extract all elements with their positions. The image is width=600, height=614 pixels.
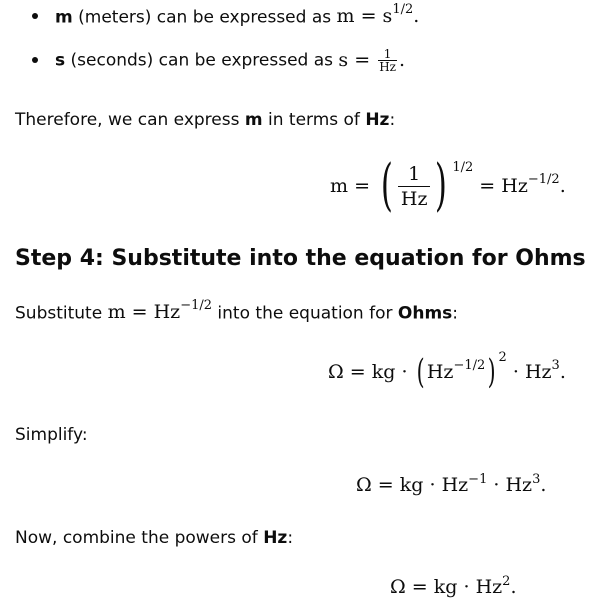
math-end: . <box>413 5 420 28</box>
equation-ohm-substituted <box>328 350 566 392</box>
math-exp: 2 <box>498 350 507 365</box>
substitute-paragraph <box>15 300 458 323</box>
math-eq: = <box>348 48 377 71</box>
step-heading <box>15 246 586 271</box>
term-hz: Hz <box>365 110 390 130</box>
math-exp: 1/2 <box>392 2 414 17</box>
math-exp: −1/2 <box>453 358 486 373</box>
math-var: m <box>336 5 355 28</box>
math-base: Hz <box>524 361 552 383</box>
math-eq: = <box>354 5 383 28</box>
equation-ohm-simplified <box>356 474 546 496</box>
left-paren: ( <box>416 352 425 392</box>
math-dot: · <box>395 361 414 383</box>
math-exp: 1/2 <box>452 160 474 175</box>
math-var: Ω <box>328 361 344 383</box>
math-base: Hz <box>426 361 454 383</box>
math-base: Hz <box>501 175 528 197</box>
math-var: Ω <box>356 474 372 496</box>
text: into the equation for <box>212 303 398 324</box>
math-inline <box>338 47 406 74</box>
math-end: . <box>559 175 566 197</box>
bullet-desc: (meters) can be expressed as <box>72 7 337 28</box>
math-unit-kg: kg <box>433 576 458 598</box>
text: in terms of <box>262 110 366 130</box>
math-base: Hz <box>153 301 181 324</box>
math-base: Hz <box>441 474 469 496</box>
math-eq: = <box>125 301 154 324</box>
math-exp: 3 <box>551 358 560 373</box>
term-s: s <box>55 50 66 71</box>
fraction-denominator: Hz <box>379 60 396 74</box>
term-hz: Hz <box>263 528 288 548</box>
math-var: m <box>330 175 349 197</box>
equation-ohm-final <box>390 576 517 598</box>
right-paren: ) <box>487 352 496 392</box>
heading-bold: Ohms <box>515 246 586 271</box>
right-paren: ) <box>435 153 448 218</box>
term-m: m <box>55 7 73 28</box>
math-base: s <box>382 5 393 28</box>
math-inline <box>336 2 420 28</box>
math-end: . <box>510 576 517 598</box>
heading-text: Step 4: Substitute into the equation for <box>15 246 516 271</box>
left-paren: ( <box>380 153 393 218</box>
math-exp: −1/2 <box>180 298 213 313</box>
text: : <box>452 303 459 324</box>
equation-m-hz <box>330 153 566 218</box>
math-var: Ω <box>390 576 406 598</box>
math-base: Hz <box>475 576 503 598</box>
bullet-text <box>55 48 405 73</box>
math-eq: = <box>405 576 434 598</box>
math-inline <box>107 298 213 324</box>
text: Therefore, we can express <box>15 110 245 130</box>
math-end: . <box>540 474 547 496</box>
bullet-dot <box>32 57 38 63</box>
math-eq: = <box>343 361 372 383</box>
math-base: Hz <box>505 474 533 496</box>
math-dot: · <box>506 361 525 383</box>
term-m: m <box>244 110 263 130</box>
math-exp: −1/2 <box>527 172 560 187</box>
math-dot: · <box>457 576 476 598</box>
fraction-numerator: 1 <box>408 162 421 185</box>
text: : <box>287 528 294 548</box>
combine-paragraph <box>15 528 293 548</box>
math-eq: = <box>371 474 400 496</box>
bullet-text <box>55 4 419 27</box>
math-fraction <box>378 48 397 73</box>
term-ohms: Ohms <box>397 303 453 324</box>
math-exp: −1 <box>468 472 488 487</box>
math-exp: 2 <box>502 574 511 589</box>
bullet-desc: (seconds) can be expressed as <box>65 50 339 71</box>
text: : <box>389 110 396 130</box>
math-exp: 3 <box>532 472 541 487</box>
bullet-dot <box>32 13 38 19</box>
math-var: m <box>107 301 126 324</box>
text: Substitute <box>15 303 108 324</box>
fraction-denominator: Hz <box>398 186 431 211</box>
therefore-paragraph <box>15 110 395 130</box>
fraction-numerator: 1 <box>383 47 392 61</box>
math-end: . <box>398 48 406 71</box>
math-var: s <box>338 48 349 71</box>
math-eq: = <box>473 175 502 197</box>
math-eq: = <box>348 175 377 197</box>
math-unit-kg: kg <box>371 361 396 383</box>
math-fraction <box>398 162 431 211</box>
math-end: . <box>559 361 566 383</box>
simplify-paragraph: Simplify: <box>15 425 88 445</box>
math-dot: · <box>423 474 442 496</box>
math-unit-kg: kg <box>399 474 424 496</box>
text: Now, combine the powers of <box>15 528 264 548</box>
math-dot: · <box>487 474 506 496</box>
